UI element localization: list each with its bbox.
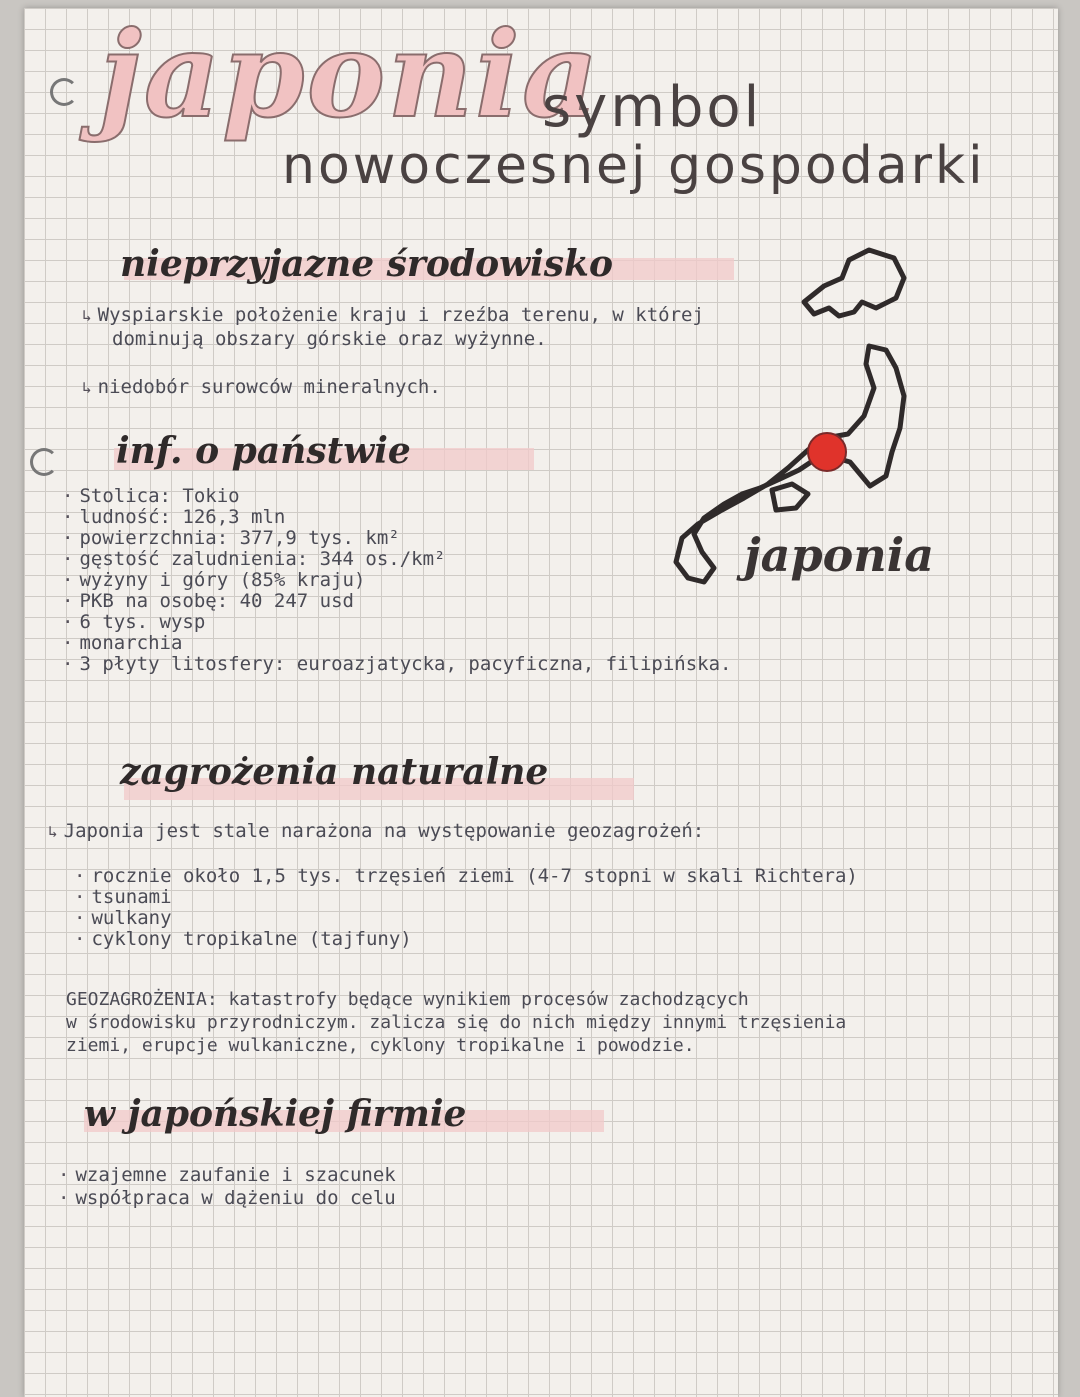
- list-item: · Stolica: Tokio: [62, 485, 240, 507]
- environment-item: ↳ niedobór surowców mineralnych.: [82, 376, 441, 398]
- arrow-icon: ↳: [48, 822, 58, 841]
- page-title: japonia: [99, 8, 601, 144]
- environment-item-continued: dominują obszary górskie oraz wyżynne.: [112, 328, 547, 350]
- definition-line: w środowisku przyrodniczym. zalicza się do nich między innymi trzęsienia: [66, 1012, 847, 1033]
- info-list: [62, 486, 731, 675]
- section-heading-hazards: zagrożenia naturalne: [120, 751, 549, 793]
- definition-line: ziemi, erupcje wulkaniczne, cyklony tropikalne i powodzie.: [66, 1035, 695, 1056]
- list-item: · rocznie około 1,5 tys. trzęsień ziemi (4-7 stopni w skali Richtera): [74, 865, 858, 887]
- company-list: [58, 1164, 396, 1210]
- section-heading-company: w japońskiej firmie: [84, 1093, 467, 1135]
- arrow-icon: ↳: [82, 306, 92, 325]
- notebook-page: [24, 8, 1058, 1397]
- binder-ring-icon: [50, 78, 78, 106]
- arrow-icon: ↳: [82, 378, 92, 397]
- list-item: · współpraca w dążeniu do celu: [58, 1187, 396, 1209]
- list-item: · tsunami: [74, 886, 172, 908]
- tokyo-marker-icon: [807, 432, 847, 472]
- list-item: · cyklony tropikalne (tajfuny): [74, 928, 412, 950]
- binder-ring-icon: [30, 448, 58, 476]
- section-heading-environment: nieprzyjazne środowisko: [120, 243, 613, 285]
- list-item: · ludność: 126,3 mln: [62, 506, 286, 528]
- list-item: · wyżyny i góry (85% kraju): [62, 569, 366, 591]
- list-item: · gęstość zaludnienia: 344 os./km²: [62, 548, 446, 570]
- list-item: · wulkany: [74, 907, 172, 929]
- list-item: · wzajemne zaufanie i szacunek: [58, 1164, 396, 1186]
- title-subtitle-line1: symbol: [542, 75, 763, 140]
- hazards-intro: ↳ Japonia jest stale narażona na występowanie geozagrożeń:: [48, 820, 705, 842]
- list-item: · 6 tys. wysp: [62, 611, 206, 633]
- title-subtitle-line2: nowoczesnej gospodarki: [282, 136, 986, 196]
- list-item: · monarchia: [62, 632, 183, 654]
- map-label: japonia: [744, 528, 935, 582]
- geohazard-definition: [66, 988, 846, 1057]
- list-item: · 3 płyty litosfery: euroazjatycka, pacyficzna, filipińska.: [62, 653, 732, 675]
- definition-line: GEOZAGROŻENIA: katastrofy będące wynikiem procesów zachodzących: [66, 989, 749, 1010]
- hazards-list: [74, 866, 858, 950]
- list-item: · PKB na osobę: 40 247 usd: [62, 590, 354, 612]
- environment-item: ↳ Wyspiarskie położenie kraju i rzeźba terenu, w której: [82, 304, 704, 326]
- section-heading-info: inf. o państwie: [116, 430, 411, 472]
- list-item: · powierzchnia: 377,9 tys. km²: [62, 527, 400, 549]
